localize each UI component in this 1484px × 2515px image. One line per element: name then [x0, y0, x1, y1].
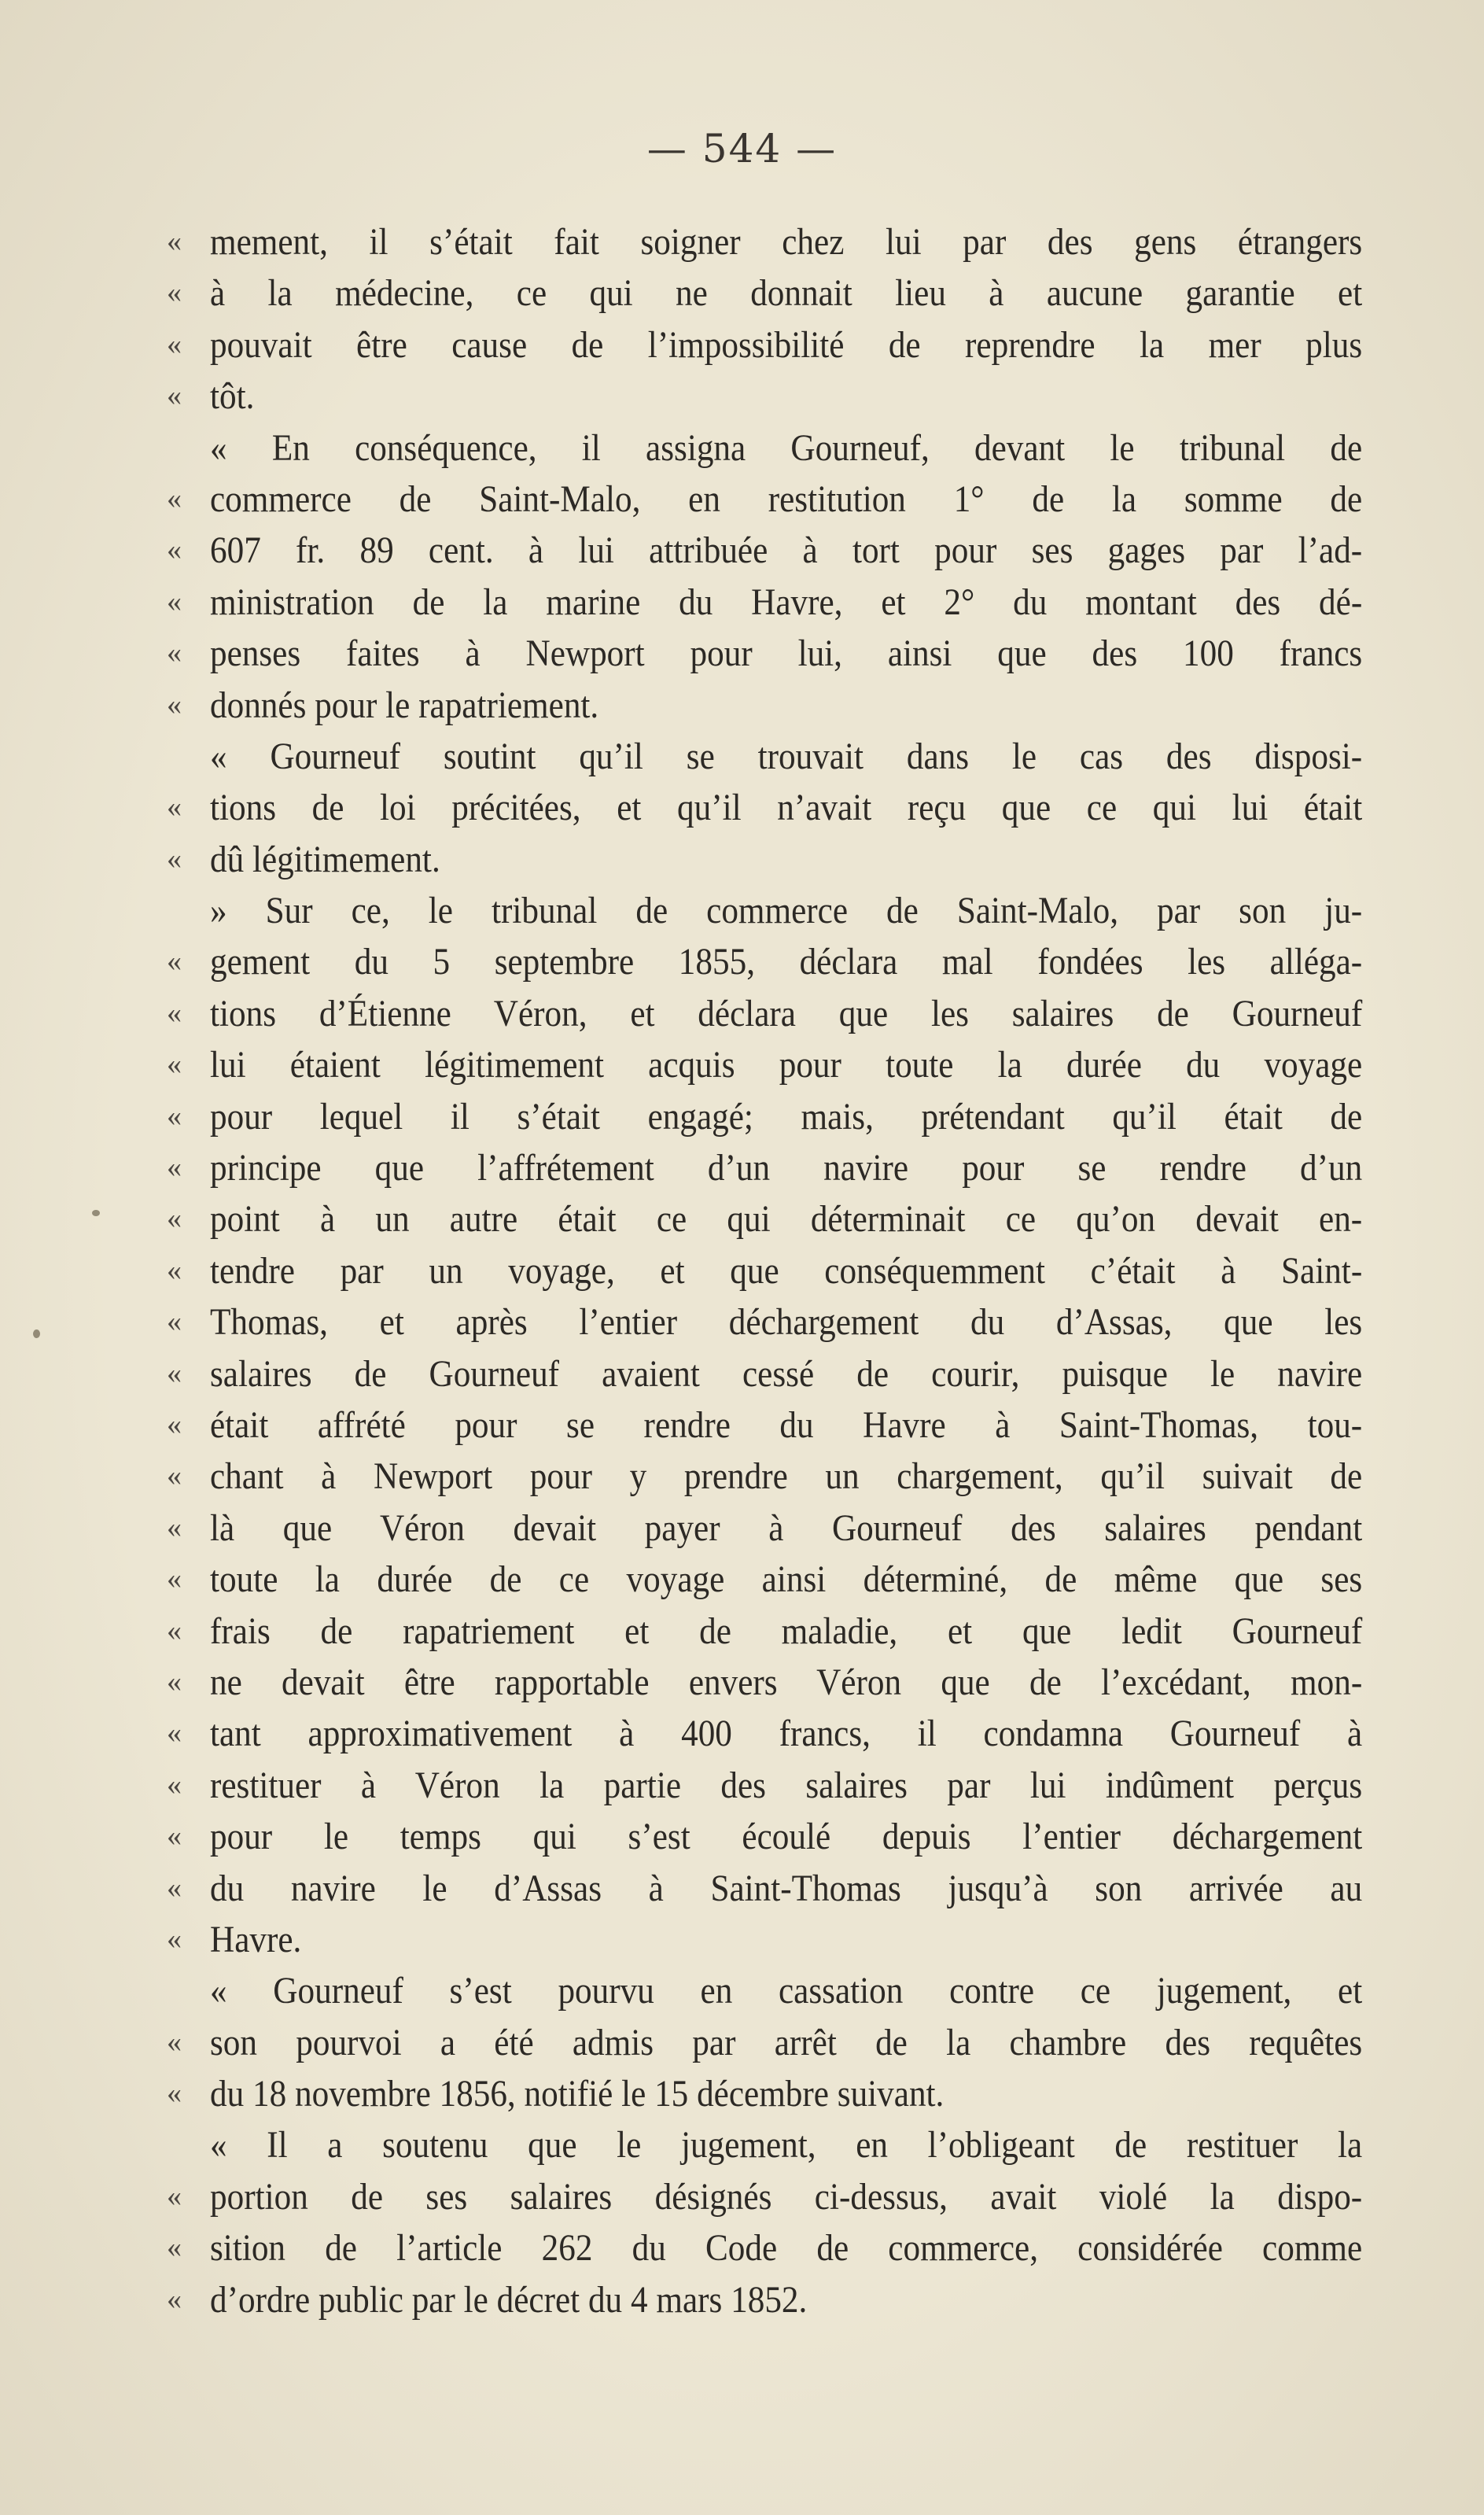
text-line [167, 1554, 1362, 1605]
line-text: salaires de Gourneuf avaient cessé de courir, puisque le navire [210, 1352, 1363, 1395]
line-text: donnés pour le rapatriement. [210, 684, 599, 726]
text-line [167, 525, 1362, 576]
text-line [167, 1296, 1362, 1348]
quote-mark: « [167, 276, 182, 310]
quote-mark: « [167, 1510, 182, 1544]
quote-mark: « [167, 1407, 182, 1441]
quote-mark: « [167, 791, 182, 824]
text-line [167, 1503, 1362, 1554]
text-line [167, 2017, 1362, 2068]
quote-mark: « [167, 2179, 182, 2213]
ink-spot [92, 1210, 100, 1216]
line-text: d’ordre public par le décret du 4 mars 1852. [210, 2278, 808, 2321]
line-text: ne devait être rapportable envers Véron que de l’excédant, mon- [210, 1661, 1363, 1703]
quote-mark: « [167, 533, 182, 567]
text-line [167, 936, 1362, 987]
text-line [167, 1863, 1362, 1914]
quote-mark: « [167, 996, 182, 1030]
text-line [167, 1245, 1362, 1296]
text-line [167, 422, 1362, 474]
body-text [167, 216, 1362, 2325]
line-text: sition de l’article 262 du Code de commerce, considérée comme [210, 2227, 1363, 2270]
text-line [167, 885, 1362, 936]
text-line [167, 1348, 1362, 1399]
text-line [167, 2068, 1362, 2119]
text-line [167, 371, 1362, 422]
line-text: « Gourneuf s’est pourvu en cassation contre ce jugement, et [210, 1970, 1363, 2012]
line-text: « Il a soutenu que le jugement, en l’obligeant de restituer la [210, 2124, 1363, 2167]
quote-mark: « [167, 1099, 182, 1133]
quote-mark: « [167, 1305, 182, 1339]
quote-mark: « [167, 1768, 182, 1801]
quote-mark: « [167, 1922, 182, 1956]
quote-mark: « [167, 1151, 182, 1185]
line-text: chant à Newport pour y prendre un chargement, qu’il suivait de [210, 1455, 1363, 1498]
text-line [167, 1142, 1362, 1193]
quote-mark: « [167, 1871, 182, 1905]
line-text: tôt. [210, 375, 255, 418]
quote-mark: « [167, 584, 182, 618]
quote-mark: « [167, 379, 182, 413]
text-line [167, 216, 1362, 267]
text-line [167, 1811, 1362, 1862]
quote-mark: « [167, 481, 182, 515]
line-text: point à un autre était ce qui déterminait ce qu’on devait en- [210, 1198, 1363, 1241]
quote-mark: « [167, 1202, 182, 1236]
quote-mark: « [167, 327, 182, 361]
text-line [167, 1399, 1362, 1451]
quote-mark: « [167, 1562, 182, 1596]
line-text: tant approximativement à 400 francs, il condamna Gourneuf à [210, 1713, 1363, 1755]
quote-mark: « [167, 636, 182, 670]
line-text: Havre. [210, 1918, 302, 1960]
line-text: gement du 5 septembre 1855, déclara mal fondées les alléga- [210, 941, 1363, 983]
line-text: « En conséquence, il assigna Gourneuf, devant le tribunal de [210, 426, 1363, 469]
text-line [167, 1708, 1362, 1759]
quote-mark: « [167, 2025, 182, 2059]
text-line [167, 1914, 1362, 1965]
quote-mark: « [167, 2231, 182, 2265]
line-text: pour le temps qui s’est écoulé depuis l’entier déchargement [210, 1816, 1363, 1858]
text-line [167, 988, 1362, 1039]
line-text: dû légitimement. [210, 838, 440, 880]
line-text: du 18 novembre 1856, notifié le 15 décembre suivant. [210, 2073, 945, 2115]
text-line [167, 1193, 1362, 1245]
ink-spot [33, 1329, 40, 1338]
text-line [167, 680, 1362, 731]
quote-mark: « [167, 1459, 182, 1493]
quote-mark: « [167, 1820, 182, 1853]
text-line [167, 2274, 1362, 2325]
text-line [167, 2119, 1362, 2170]
line-text: là que Véron devait payer à Gourneuf des salaires pendant [210, 1506, 1363, 1549]
page-number: — 544 — [646, 126, 838, 171]
line-text: penses faites à Newport pour lui, ainsi que des 100 francs [210, 632, 1363, 675]
line-text: frais de rapatriement et de maladie, et que ledit Gourneuf [210, 1610, 1363, 1652]
quote-mark: « [167, 688, 182, 721]
quote-mark: « [167, 1048, 182, 1082]
line-text: Thomas, et après l’entier déchargement du d’Assas, que les [210, 1301, 1363, 1344]
quote-mark: « [167, 2077, 182, 2111]
line-text: à la médecine, ce qui ne donnait lieu à aucune garantie et [210, 272, 1363, 315]
line-text: tendre par un voyage, et que conséquemment c’était à Saint- [210, 1249, 1363, 1292]
text-line [167, 2171, 1362, 2222]
line-text: pouvait être cause de l’impossibilité de reprendre la mer plus [210, 323, 1363, 366]
text-line [167, 577, 1362, 628]
line-text: principe que l’affrétement d’un navire pour se rendre d’un [210, 1147, 1363, 1189]
line-text: portion de ses salaires désignés ci-dessus, avait violé la dispo- [210, 2175, 1363, 2218]
line-text: du navire le d’Assas à Saint-Thomas jusqu’à son arrivée au [210, 1867, 1363, 1909]
quote-mark: « [167, 945, 182, 979]
text-line [167, 1965, 1362, 2016]
line-text: était affrété pour se rendre du Havre à Saint-Thomas, tou- [210, 1403, 1363, 1446]
line-text: tions d’Étienne Véron, et déclara que les salaires de Gourneuf [210, 992, 1363, 1034]
text-line [167, 1606, 1362, 1657]
line-text: 607 fr. 89 cent. à lui attribuée à tort pour ses gages par l’ad- [210, 529, 1363, 572]
text-line [167, 731, 1362, 782]
text-line [167, 782, 1362, 833]
line-text: » Sur ce, le tribunal de commerce de Saint-Malo, par son ju- [210, 890, 1363, 932]
quote-mark: « [167, 1717, 182, 1750]
line-text: lui étaient légitimement acquis pour toute la durée du voyage [210, 1044, 1363, 1086]
text-line [167, 319, 1362, 371]
line-text: tions de loi précitées, et qu’il n’avait reçu que ce qui lui était [210, 787, 1363, 829]
text-line [167, 834, 1362, 885]
line-text: mement, il s’était fait soigner chez lui par des gens étrangers [210, 221, 1363, 263]
line-text: restituer à Véron la partie des salaires par lui indûment perçus [210, 1764, 1363, 1806]
text-line [167, 628, 1362, 679]
quote-mark: « [167, 842, 182, 876]
quote-mark: « [167, 1253, 182, 1287]
text-line [167, 1039, 1362, 1090]
line-text: pour lequel il s’était engagé; mais, prétendant qu’il était de [210, 1095, 1363, 1138]
quote-mark: « [167, 1613, 182, 1647]
line-text: commerce de Saint-Malo, en restitution 1° de la somme de [210, 478, 1363, 520]
text-line [167, 1451, 1362, 1502]
line-text: ministration de la marine du Havre, et 2° du montant des dé- [210, 581, 1363, 623]
text-line [167, 1091, 1362, 1142]
quote-mark: « [167, 2282, 182, 2316]
quote-mark: « [167, 1665, 182, 1698]
line-text: toute la durée de ce voyage ainsi déterminé, de même que ses [210, 1558, 1363, 1601]
line-text: son pourvoi a été admis par arrêt de la chambre des requêtes [210, 2021, 1363, 2063]
text-line [167, 1657, 1362, 1708]
text-line [167, 1760, 1362, 1811]
quote-mark: « [167, 1356, 182, 1390]
text-line [167, 267, 1362, 319]
line-text: « Gourneuf soutint qu’il se trouvait dans le cas des disposi- [210, 735, 1363, 777]
text-line [167, 2222, 1362, 2273]
text-line [167, 474, 1362, 525]
quote-mark: « [167, 225, 182, 258]
